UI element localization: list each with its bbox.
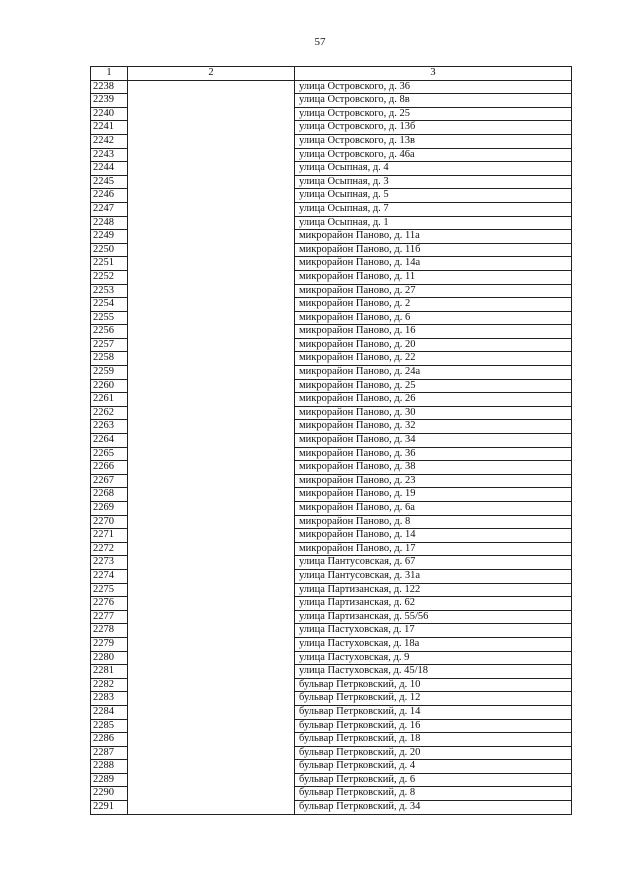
row-column-2 xyxy=(128,597,295,611)
row-number: 2260 xyxy=(91,379,128,393)
row-column-2 xyxy=(128,270,295,284)
table-row xyxy=(91,434,572,448)
row-number: 2265 xyxy=(91,447,128,461)
row-address: микрорайон Паново, д. 34 xyxy=(295,434,572,448)
row-address: микрорайон Паново, д. 30 xyxy=(295,406,572,420)
column-header-1: 1 xyxy=(91,67,128,81)
table-row xyxy=(91,148,572,162)
row-column-2 xyxy=(128,134,295,148)
row-address: микрорайон Паново, д. 19 xyxy=(295,488,572,502)
row-column-2 xyxy=(128,216,295,230)
table-row xyxy=(91,366,572,380)
row-address: микрорайон Паново, д. 23 xyxy=(295,474,572,488)
row-number: 2261 xyxy=(91,393,128,407)
row-address: улица Пантусовская, д. 67 xyxy=(295,556,572,570)
row-address: улица Пастуховская, д. 18а xyxy=(295,637,572,651)
table-row xyxy=(91,651,572,665)
column-header-2: 2 xyxy=(128,67,295,81)
row-column-2 xyxy=(128,420,295,434)
row-column-2 xyxy=(128,651,295,665)
row-column-2 xyxy=(128,773,295,787)
row-number: 2252 xyxy=(91,270,128,284)
row-address: улица Островского, д. 46а xyxy=(295,148,572,162)
row-address: бульвар Петрковский, д. 8 xyxy=(295,787,572,801)
row-number: 2277 xyxy=(91,610,128,624)
row-address: улица Осыпная, д. 1 xyxy=(295,216,572,230)
table-row xyxy=(91,202,572,216)
row-column-2 xyxy=(128,94,295,108)
row-column-2 xyxy=(128,325,295,339)
table-row xyxy=(91,705,572,719)
table-row xyxy=(91,610,572,624)
row-column-2 xyxy=(128,379,295,393)
row-number: 2286 xyxy=(91,733,128,747)
table-row xyxy=(91,379,572,393)
row-address: бульвар Петрковский, д. 16 xyxy=(295,719,572,733)
table-row xyxy=(91,121,572,135)
row-address: улица Пастуховская, д. 17 xyxy=(295,624,572,638)
row-address: микрорайон Паново, д. 14а xyxy=(295,257,572,271)
row-address: улица Партизанская, д. 62 xyxy=(295,597,572,611)
row-column-2 xyxy=(128,107,295,121)
row-number: 2290 xyxy=(91,787,128,801)
row-column-2 xyxy=(128,760,295,774)
row-address: микрорайон Паново, д. 6 xyxy=(295,311,572,325)
table-body xyxy=(91,80,572,814)
row-column-2 xyxy=(128,406,295,420)
row-number: 2284 xyxy=(91,705,128,719)
row-number: 2262 xyxy=(91,406,128,420)
row-number: 2259 xyxy=(91,366,128,380)
row-number: 2241 xyxy=(91,121,128,135)
table-row xyxy=(91,189,572,203)
row-number: 2288 xyxy=(91,760,128,774)
row-address: микрорайон Паново, д. 16 xyxy=(295,325,572,339)
row-number: 2283 xyxy=(91,692,128,706)
row-column-2 xyxy=(128,352,295,366)
table-row xyxy=(91,474,572,488)
row-address: улица Партизанская, д. 122 xyxy=(295,583,572,597)
row-number: 2270 xyxy=(91,515,128,529)
row-number: 2275 xyxy=(91,583,128,597)
table-row xyxy=(91,162,572,176)
row-column-2 xyxy=(128,569,295,583)
row-address: микрорайон Паново, д. 22 xyxy=(295,352,572,366)
row-number: 2238 xyxy=(91,80,128,94)
row-address: улица Партизанская, д. 55/56 xyxy=(295,610,572,624)
row-number: 2246 xyxy=(91,189,128,203)
row-address: улица Пантусовская, д. 31а xyxy=(295,569,572,583)
row-address: улица Пастуховская, д. 9 xyxy=(295,651,572,665)
row-number: 2278 xyxy=(91,624,128,638)
row-address: микрорайон Паново, д. 32 xyxy=(295,420,572,434)
table-row xyxy=(91,216,572,230)
row-number: 2245 xyxy=(91,175,128,189)
row-number: 2269 xyxy=(91,502,128,516)
table-row xyxy=(91,270,572,284)
row-column-2 xyxy=(128,298,295,312)
row-address: микрорайон Паново, д. 6а xyxy=(295,502,572,516)
row-number: 2285 xyxy=(91,719,128,733)
page-number: 57 xyxy=(314,36,326,48)
row-number: 2247 xyxy=(91,202,128,216)
row-number: 2287 xyxy=(91,746,128,760)
table-row xyxy=(91,773,572,787)
table-row xyxy=(91,665,572,679)
row-column-2 xyxy=(128,692,295,706)
row-address: улица Островского, д. 13б xyxy=(295,121,572,135)
row-column-2 xyxy=(128,393,295,407)
row-address: микрорайон Паново, д. 24а xyxy=(295,366,572,380)
row-address: микрорайон Паново, д. 38 xyxy=(295,461,572,475)
table-row xyxy=(91,569,572,583)
row-address: микрорайон Паново, д. 2 xyxy=(295,298,572,312)
row-number: 2272 xyxy=(91,542,128,556)
row-number: 2250 xyxy=(91,243,128,257)
row-column-2 xyxy=(128,230,295,244)
table-row xyxy=(91,597,572,611)
row-column-2 xyxy=(128,787,295,801)
row-column-2 xyxy=(128,243,295,257)
row-number: 2282 xyxy=(91,678,128,692)
row-column-2 xyxy=(128,719,295,733)
table-row xyxy=(91,94,572,108)
row-column-2 xyxy=(128,148,295,162)
row-number: 2279 xyxy=(91,637,128,651)
table-row xyxy=(91,243,572,257)
table-row xyxy=(91,352,572,366)
row-number: 2256 xyxy=(91,325,128,339)
table-row xyxy=(91,692,572,706)
row-number: 2239 xyxy=(91,94,128,108)
row-address: бульвар Петрковский, д. 18 xyxy=(295,733,572,747)
row-address: улица Пастуховская, д. 45/18 xyxy=(295,665,572,679)
address-table xyxy=(90,66,572,815)
table-row xyxy=(91,733,572,747)
row-address: улица Островского, д. 36 xyxy=(295,80,572,94)
table-row xyxy=(91,719,572,733)
row-column-2 xyxy=(128,80,295,94)
row-address: микрорайон Паново, д. 36 xyxy=(295,447,572,461)
row-address: бульвар Петрковский, д. 6 xyxy=(295,773,572,787)
table-row xyxy=(91,175,572,189)
table-row xyxy=(91,556,572,570)
table-row xyxy=(91,637,572,651)
row-number: 2267 xyxy=(91,474,128,488)
row-column-2 xyxy=(128,637,295,651)
row-number: 2264 xyxy=(91,434,128,448)
row-column-2 xyxy=(128,162,295,176)
row-number: 2276 xyxy=(91,597,128,611)
table-row xyxy=(91,624,572,638)
row-address: бульвар Петрковский, д. 4 xyxy=(295,760,572,774)
table-row xyxy=(91,257,572,271)
row-number: 2253 xyxy=(91,284,128,298)
row-address: улица Осыпная, д. 4 xyxy=(295,162,572,176)
row-number: 2251 xyxy=(91,257,128,271)
table-row xyxy=(91,107,572,121)
row-number: 2291 xyxy=(91,801,128,815)
row-number: 2268 xyxy=(91,488,128,502)
row-number: 2271 xyxy=(91,529,128,543)
table-row xyxy=(91,406,572,420)
row-column-2 xyxy=(128,515,295,529)
table-row xyxy=(91,393,572,407)
row-column-2 xyxy=(128,733,295,747)
row-number: 2273 xyxy=(91,556,128,570)
table-row xyxy=(91,230,572,244)
row-number: 2248 xyxy=(91,216,128,230)
row-number: 2258 xyxy=(91,352,128,366)
row-address: улица Осыпная, д. 5 xyxy=(295,189,572,203)
table-header xyxy=(91,67,572,81)
table-row xyxy=(91,502,572,516)
row-address: микрорайон Паново, д. 11 xyxy=(295,270,572,284)
table-row xyxy=(91,80,572,94)
row-column-2 xyxy=(128,474,295,488)
row-address: микрорайон Паново, д. 20 xyxy=(295,338,572,352)
table-row xyxy=(91,746,572,760)
row-column-2 xyxy=(128,434,295,448)
row-number: 2240 xyxy=(91,107,128,121)
table-row xyxy=(91,298,572,312)
row-column-2 xyxy=(128,461,295,475)
row-number: 2255 xyxy=(91,311,128,325)
row-column-2 xyxy=(128,678,295,692)
row-column-2 xyxy=(128,529,295,543)
row-column-2 xyxy=(128,502,295,516)
row-number: 2280 xyxy=(91,651,128,665)
row-number: 2243 xyxy=(91,148,128,162)
table-row xyxy=(91,515,572,529)
row-column-2 xyxy=(128,284,295,298)
table-row xyxy=(91,420,572,434)
table-row xyxy=(91,801,572,815)
row-column-2 xyxy=(128,447,295,461)
row-column-2 xyxy=(128,338,295,352)
row-column-2 xyxy=(128,488,295,502)
row-number: 2244 xyxy=(91,162,128,176)
row-number: 2257 xyxy=(91,338,128,352)
row-number: 2249 xyxy=(91,230,128,244)
row-address: микрорайон Паново, д. 25 xyxy=(295,379,572,393)
row-column-2 xyxy=(128,610,295,624)
row-number: 2289 xyxy=(91,773,128,787)
row-address: бульвар Петрковский, д. 20 xyxy=(295,746,572,760)
table-row xyxy=(91,338,572,352)
row-address: микрорайон Паново, д. 11а xyxy=(295,230,572,244)
row-column-2 xyxy=(128,202,295,216)
row-address: улица Островского, д. 13в xyxy=(295,134,572,148)
row-number: 2254 xyxy=(91,298,128,312)
row-address: бульвар Петрковский, д. 10 xyxy=(295,678,572,692)
row-column-2 xyxy=(128,311,295,325)
row-column-2 xyxy=(128,705,295,719)
row-number: 2242 xyxy=(91,134,128,148)
table-row xyxy=(91,488,572,502)
row-column-2 xyxy=(128,175,295,189)
row-number: 2281 xyxy=(91,665,128,679)
row-address: улица Островского, д. 25 xyxy=(295,107,572,121)
table-row xyxy=(91,325,572,339)
row-address: микрорайон Паново, д. 17 xyxy=(295,542,572,556)
row-address: микрорайон Паново, д. 11б xyxy=(295,243,572,257)
row-column-2 xyxy=(128,583,295,597)
row-column-2 xyxy=(128,801,295,815)
table-row xyxy=(91,311,572,325)
row-number: 2266 xyxy=(91,461,128,475)
row-column-2 xyxy=(128,624,295,638)
table-row xyxy=(91,583,572,597)
row-column-2 xyxy=(128,746,295,760)
row-address: микрорайон Паново, д. 26 xyxy=(295,393,572,407)
row-column-2 xyxy=(128,556,295,570)
row-address: микрорайон Паново, д. 14 xyxy=(295,529,572,543)
row-number: 2274 xyxy=(91,569,128,583)
table-row xyxy=(91,542,572,556)
row-address: улица Осыпная, д. 3 xyxy=(295,175,572,189)
row-column-2 xyxy=(128,189,295,203)
row-address: улица Островского, д. 8в xyxy=(295,94,572,108)
table-row xyxy=(91,134,572,148)
header-row xyxy=(91,67,572,81)
row-column-2 xyxy=(128,366,295,380)
table-row xyxy=(91,678,572,692)
table-row xyxy=(91,284,572,298)
table-row xyxy=(91,461,572,475)
table-row xyxy=(91,529,572,543)
row-column-2 xyxy=(128,665,295,679)
row-column-2 xyxy=(128,121,295,135)
row-address: бульвар Петрковский, д. 34 xyxy=(295,801,572,815)
row-address: бульвар Петрковский, д. 12 xyxy=(295,692,572,706)
table-row xyxy=(91,760,572,774)
row-address: микрорайон Паново, д. 8 xyxy=(295,515,572,529)
row-address: бульвар Петрковский, д. 14 xyxy=(295,705,572,719)
row-column-2 xyxy=(128,257,295,271)
row-number: 2263 xyxy=(91,420,128,434)
table-row xyxy=(91,447,572,461)
table-row xyxy=(91,787,572,801)
row-address: микрорайон Паново, д. 27 xyxy=(295,284,572,298)
row-address: улица Осыпная, д. 7 xyxy=(295,202,572,216)
column-header-3: 3 xyxy=(295,67,572,81)
row-column-2 xyxy=(128,542,295,556)
